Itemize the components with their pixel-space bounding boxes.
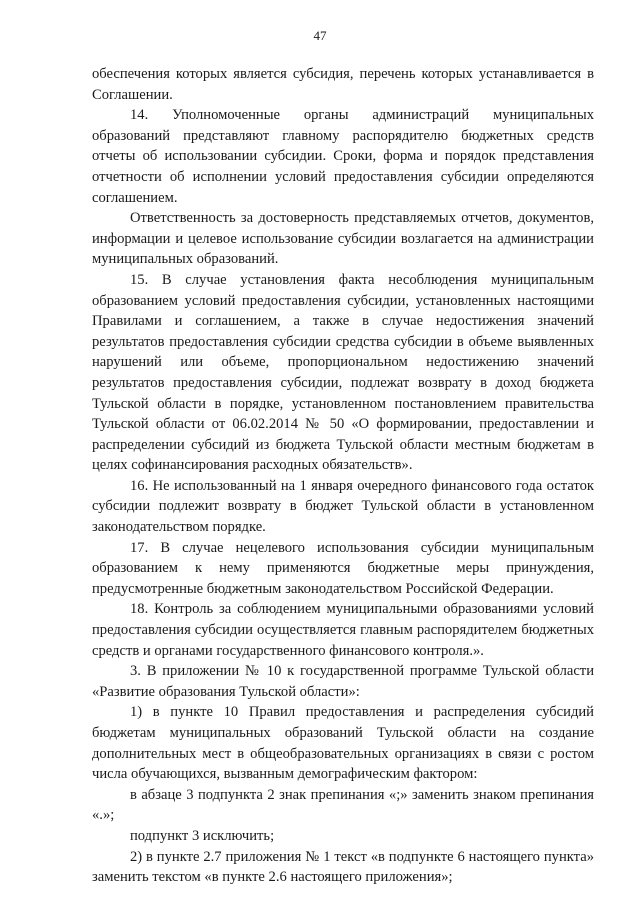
paragraph-item-3: 3. В приложении № 10 к государственной программе Тульской области «Развитие образования Тульской области»: — [92, 663, 594, 700]
paragraph-abzac-3: в абзаце 3 подпункта 2 знак препинания «;» заменить знаком препинания «.»; — [92, 786, 594, 824]
paragraph-16: 16. Не использованный на 1 января очередного финансового года остаток субсидии подлежит возврату в бюджет Тульской области в установленном законодательством порядке. — [92, 477, 594, 536]
document-body — [92, 64, 594, 888]
page-number: 47 — [313, 28, 327, 43]
paragraph-responsibility: Ответственность за достоверность представляемых отчетов, документов, информации и целевое использование субсидии возлагается на администрации муниципальных образований. — [92, 210, 594, 268]
paragraph-17: 17. В случае нецелевого использования субсидии муниципальным образованием к нему применяются бюджетные меры принуждения, предусмотренные бюджетным законодательством Российской Федерации. — [92, 539, 594, 597]
paragraph-subitem-1: 1) в пункте 10 Правил предоставления и распределения субсидий бюджетам муниципальных образований Тульской области на создание дополнительных мест в общеобразовательных организациях в связи с ростом числа обучающихся, вызванным демографическим фактором: — [92, 704, 594, 783]
paragraph-18: 18. Контроль за соблюдением муниципальными образованиями условий предоставления субсидии осуществляется главным распорядителем бюджетных средств и органами государственного финансового контроля.». — [92, 601, 594, 659]
paragraph-14: 14. Уполномоченные органы администраций муниципальных образований представляют главному распорядителю бюджетных средств отчеты об использовании субсидии. Сроки, форма и порядок представления отчетности об исполнении условий предоставления субсидии определяются соглашением. — [92, 107, 594, 206]
paragraph-podpunkt-3: подпункт 3 исключить; — [130, 827, 275, 844]
paragraph-continuation: обеспечения которых является субсидия, перечень которых устанавливается в Соглашении. — [92, 66, 594, 103]
paragraph-15: 15. В случае установления факта несоблюдения муниципальным образованием условий предоставления субсидии, установленных настоящими Правилами и соглашением, а также в случае недостижения значений результатов предоставления субсидии средства субсидии в объеме выявленных нарушений или объеме, пропорциональном недостижению значений результатов предоставления субсидии, подлежат возврату в доход бюджета Тульской области в порядке, установленном постановлением правительства Тульской области от 06.02.2014 № 50 «О формировании, предоставлении и распределении субсидий из бюджета Тульской области местным бюджетам в целях софинансирования расходных обязательств». — [92, 271, 594, 474]
paragraph-subitem-2: 2) в пункте 2.7 приложения № 1 текст «в подпункте 6 настоящего пункта» заменить текстом «в пункте 2.6 настоящего приложения»; — [92, 848, 594, 886]
